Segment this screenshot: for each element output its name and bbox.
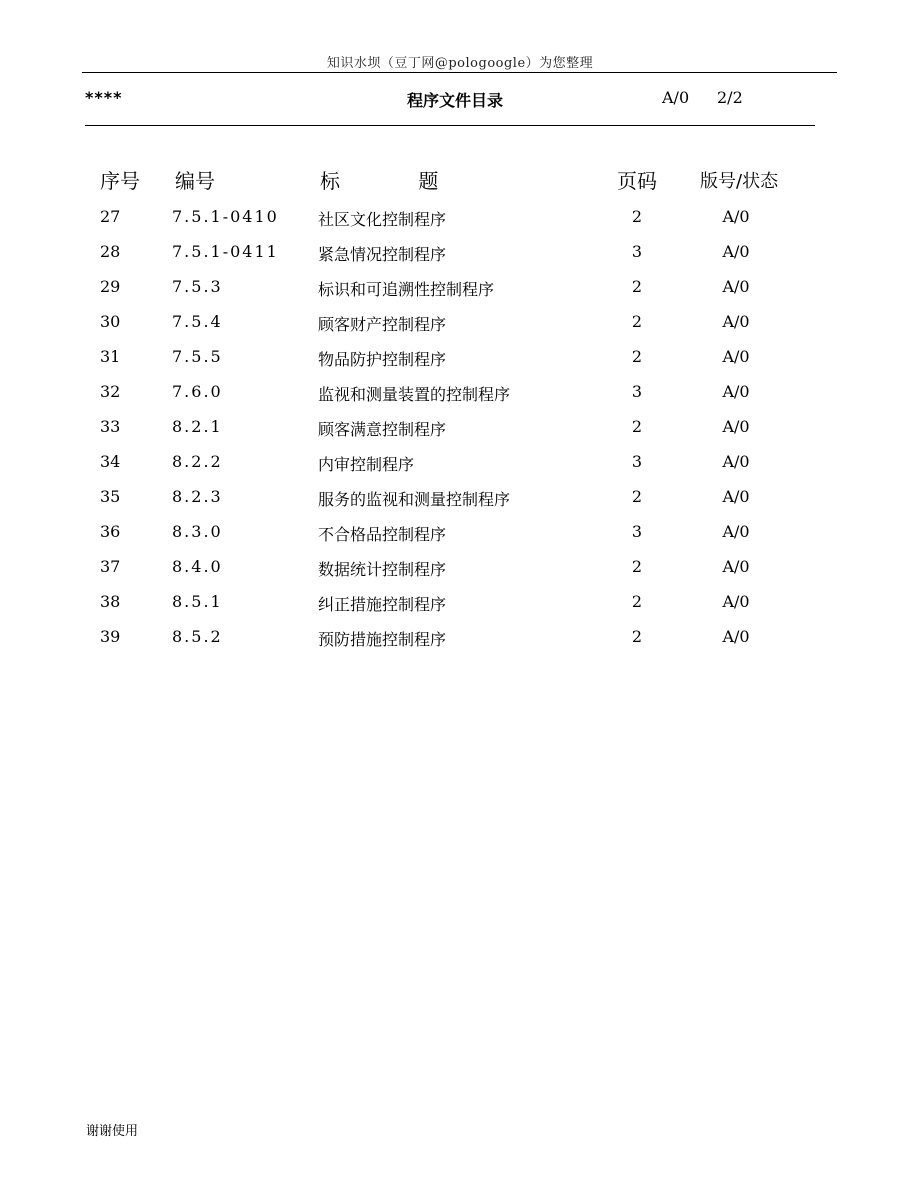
cell-seq: 30 bbox=[100, 312, 121, 331]
cell-version: A/0 bbox=[722, 452, 750, 471]
cell-seq: 32 bbox=[100, 382, 121, 401]
header-divider bbox=[82, 72, 837, 73]
cell-code: 7.5.5 bbox=[172, 347, 223, 366]
cell-title: 顾客满意控制程序 bbox=[318, 420, 447, 439]
cell-title: 紧急情况控制程序 bbox=[318, 245, 447, 264]
cell-title: 数据统计控制程序 bbox=[318, 560, 447, 579]
table-row bbox=[0, 238, 920, 273]
cell-page: 3 bbox=[631, 242, 643, 261]
table-row bbox=[0, 203, 920, 238]
cell-page: 2 bbox=[631, 207, 643, 226]
cell-title: 标识和可追溯性控制程序 bbox=[318, 280, 495, 299]
cell-seq: 39 bbox=[100, 627, 121, 646]
column-header-page: 页码 bbox=[617, 169, 657, 193]
column-header-seq: 序号 bbox=[100, 169, 140, 193]
column-header-code: 编号 bbox=[175, 169, 215, 193]
cell-seq: 28 bbox=[100, 242, 121, 261]
table-row bbox=[0, 518, 920, 553]
table-row bbox=[0, 588, 920, 623]
cell-page: 2 bbox=[631, 312, 643, 331]
cell-version: A/0 bbox=[722, 522, 750, 541]
cell-seq: 33 bbox=[100, 417, 121, 436]
table-row bbox=[0, 343, 920, 378]
table-row bbox=[0, 483, 920, 518]
document-code: **** bbox=[85, 88, 123, 107]
cell-seq: 37 bbox=[100, 557, 121, 576]
title-divider bbox=[85, 125, 815, 126]
cell-page: 2 bbox=[631, 277, 643, 296]
cell-page: 2 bbox=[631, 347, 643, 366]
column-header-title: 标 题 bbox=[320, 169, 475, 193]
cell-code: 7.5.4 bbox=[172, 312, 223, 331]
document-title: 程序文件目录 bbox=[406, 91, 503, 110]
cell-code: 8.5.2 bbox=[172, 627, 223, 646]
cell-seq: 36 bbox=[100, 522, 121, 541]
page-footer: 谢谢使用 bbox=[86, 1124, 139, 1139]
cell-page: 2 bbox=[631, 557, 643, 576]
page-header-note: 知识水坝（豆丁网@pologoogle）为您整理 bbox=[326, 56, 594, 71]
table-row bbox=[0, 308, 920, 343]
table-header-row bbox=[0, 165, 920, 203]
cell-page: 2 bbox=[631, 417, 643, 436]
cell-page: 3 bbox=[631, 452, 643, 471]
cell-title: 服务的监视和测量控制程序 bbox=[318, 490, 511, 509]
cell-version: A/0 bbox=[722, 312, 750, 331]
cell-seq: 27 bbox=[100, 207, 121, 226]
cell-code: 8.5.1 bbox=[172, 592, 223, 611]
cell-code: 8.4.0 bbox=[172, 557, 223, 576]
cell-version: A/0 bbox=[722, 487, 750, 506]
cell-seq: 29 bbox=[100, 277, 121, 296]
cell-seq: 38 bbox=[100, 592, 121, 611]
table-row bbox=[0, 448, 920, 483]
cell-seq: 34 bbox=[100, 452, 121, 471]
cell-code: 7.5.3 bbox=[172, 277, 223, 296]
cell-title: 监视和测量装置的控制程序 bbox=[318, 385, 511, 404]
cell-code: 7.6.0 bbox=[172, 382, 223, 401]
cell-title: 不合格品控制程序 bbox=[318, 525, 447, 544]
cell-version: A/0 bbox=[722, 207, 750, 226]
cell-seq: 31 bbox=[100, 347, 121, 366]
cell-version: A/0 bbox=[722, 347, 750, 366]
cell-page: 2 bbox=[631, 627, 643, 646]
cell-title: 内审控制程序 bbox=[318, 455, 415, 474]
cell-title: 纠正措施控制程序 bbox=[318, 595, 447, 614]
table-row bbox=[0, 413, 920, 448]
cell-version: A/0 bbox=[722, 277, 750, 296]
document-version: A/0 bbox=[662, 88, 690, 107]
cell-code: 8.2.3 bbox=[172, 487, 223, 506]
procedure-index-table bbox=[0, 165, 920, 658]
cell-seq: 35 bbox=[100, 487, 121, 506]
cell-title: 预防措施控制程序 bbox=[318, 630, 447, 649]
cell-code: 7.5.1-0410 bbox=[172, 207, 279, 226]
cell-page: 3 bbox=[631, 522, 643, 541]
cell-title: 物品防护控制程序 bbox=[318, 350, 447, 369]
cell-version: A/0 bbox=[722, 557, 750, 576]
document-page-number: 2/2 bbox=[717, 88, 743, 107]
table-row bbox=[0, 623, 920, 658]
cell-page: 2 bbox=[631, 487, 643, 506]
cell-title: 社区文化控制程序 bbox=[318, 210, 447, 229]
cell-code: 7.5.1-0411 bbox=[172, 242, 279, 261]
table-row bbox=[0, 378, 920, 413]
table-body bbox=[0, 203, 920, 658]
cell-version: A/0 bbox=[722, 417, 750, 436]
table-row bbox=[0, 273, 920, 308]
cell-version: A/0 bbox=[722, 627, 750, 646]
cell-code: 8.2.2 bbox=[172, 452, 223, 471]
table-row bbox=[0, 553, 920, 588]
cell-title: 顾客财产控制程序 bbox=[318, 315, 447, 334]
cell-code: 8.2.1 bbox=[172, 417, 223, 436]
cell-code: 8.3.0 bbox=[172, 522, 223, 541]
cell-version: A/0 bbox=[722, 242, 750, 261]
document-title-row bbox=[85, 86, 815, 114]
column-header-version: 版号/状态 bbox=[700, 171, 779, 192]
cell-version: A/0 bbox=[722, 382, 750, 401]
cell-page: 2 bbox=[631, 592, 643, 611]
cell-version: A/0 bbox=[722, 592, 750, 611]
cell-page: 3 bbox=[631, 382, 643, 401]
